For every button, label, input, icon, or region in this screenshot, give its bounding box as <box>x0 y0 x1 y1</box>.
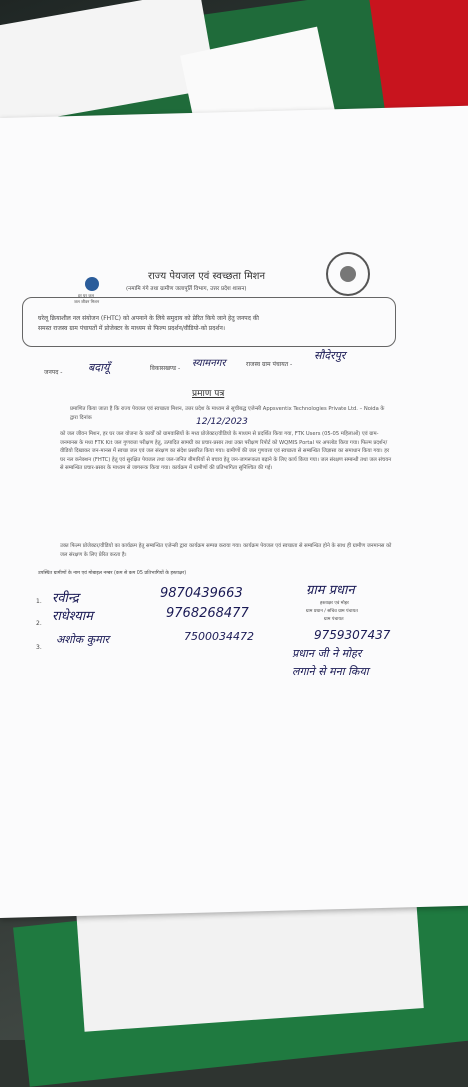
block-value: स्यामनगर <box>192 358 226 369</box>
gram-panchayat-label: राजस्व ग्राम पंचायत - <box>246 361 293 368</box>
seal-caption: ग्राम प्रधान / सचिव ग्राम पंचायत <box>306 609 358 614</box>
participant-phone: 7500034472 <box>184 630 254 643</box>
participant-name: अशोक कुमार <box>56 633 110 646</box>
participant-number: 3. <box>36 644 42 651</box>
participants-intro: उपस्थित ग्रामीणों के नाम एवं मोबाइल नम्बर (कम से कम 05 प्रतिभागियों के हस्ताक्षर) <box>38 571 187 576</box>
logo-text: जल जीवन मिशन <box>74 299 100 304</box>
logo-text: हर घर जल <box>78 293 94 298</box>
pradhan-phone: 9759307437 <box>314 628 391 642</box>
participant-phone: 9870439663 <box>160 586 243 601</box>
up-government-seal-icon <box>326 252 370 296</box>
certificate-title: प्रमाण पत्र <box>192 389 225 399</box>
participant-number: 2. <box>36 620 42 627</box>
gram-panchayat-value: सौदेरपुर <box>314 349 346 362</box>
pradhan-note: लगाने से मना किया <box>292 665 369 678</box>
seal-caption: हस्ताक्षर एवं मोहर <box>320 601 349 606</box>
block-label: विकासखण्ड - <box>150 365 181 372</box>
body-paragraph-1-rest: को जल जीवन मिशन, हर घर जल योजना के कार्यों को ग्रामवासियों के मध्य प्रोजेक्टर/वीडियो के माध्यम से प्रदर्शित किया गया, FTK Users (05-05 महिलाओं) एवं ग्राम-जनमानस के मध्य FTK Kit जल गुणवत्ता परीक्षण हेतु, उत्पादित सामग्री का प्रचार-प्रसार तथा उक्त परीक्षण रिपोर्ट को WQMIS Portal पर अपलोड किया गया। फिल्म प्रदर्शन/वीडियो दिखाकर जन-मानस में स्वच्छ जल एवं जल संरक्षण का संदेश प्रसारित किया गया। ग्रामीणों की जल गुणवत्ता एवं स्वच्छता से सम्बन्धित जिज्ञासा का समाधान किया गया। हर घर नल कनेक्शन (FHTC) हेतु एवं सुरक्षित पेयजल तथा जल-जनित बीमारियों से बचाव हेतु जन-जागरूकता बढ़ाने के लिए कार्य किया गया। जल संरक्षण सम्बन्धी तथा जल संचयन से सम्बन्धित प्रचार-प्रसार के माध्यम से जागरूक किया गया। कार्यक्रम में ग्रामीणों की प्रतिभागिता सुनिश्चित की गई। <box>60 431 392 472</box>
subject-line: समस्त राजस्व ग्राम पंचायतों में प्रोजेक्टर के माध्यम से फिल्म प्रदर्शन/वीडियो-को प्रदर्शन। <box>38 325 226 332</box>
participant-number: 1. <box>36 598 42 605</box>
event-date: 12/12/2023 <box>196 417 248 427</box>
document-subtitle: (नमामि गंगे तथा ग्रामीण जलापूर्ति विभाग, उत्तर प्रदेश शासन) <box>126 286 247 292</box>
participant-name: रवीन्द्र <box>52 591 79 606</box>
body-paragraph-1-start: प्रमाणित किया जाता है कि राज्य पेयजल एवं स्वच्छता मिशन, उत्तर प्रदेश के माध्यम से सूचीबद्ध एजेन्सी Appsventix Technologies Private Ltd. – Noida के द्वारा दिनांक <box>70 406 385 421</box>
participant-phone: 9768268477 <box>166 606 249 621</box>
subject-line: घरेलू क्रियाशील नल संयोजन (FHTC) को अपनाने के लिये समुदाय को प्रेरित किये जाने हेतु जनपद की <box>38 315 259 322</box>
body-paragraph-2: उक्त फिल्म प्रोजेक्टर/वीडियो का कार्यक्रम हेतु सम्बन्धित एजेन्सी द्वारा कार्यक्रम सम्पन्न कराया गया। कार्यक्रम पेयजल एवं स्वच्छता से सम्बन्धित होने के साथ ही ग्रामीण जनमानस को जल संरक्षण के लिए प्रेरित करता है। <box>60 543 392 558</box>
water-drop-logo-icon <box>85 277 99 291</box>
pradhan-signature: ग्राम प्रधान <box>306 583 355 598</box>
subject-box <box>22 297 396 347</box>
district-value: बदायूँ <box>88 361 110 374</box>
seal-caption: ग्राम पंचायत <box>324 617 344 622</box>
document-title: राज्य पेयजल एवं स्वच्छता मिशन <box>148 271 266 282</box>
participant-name: राधेश्याम <box>52 609 93 624</box>
district-label: जनपद - <box>44 369 63 376</box>
pradhan-note: प्रधान जी ने मोहर <box>292 647 362 660</box>
